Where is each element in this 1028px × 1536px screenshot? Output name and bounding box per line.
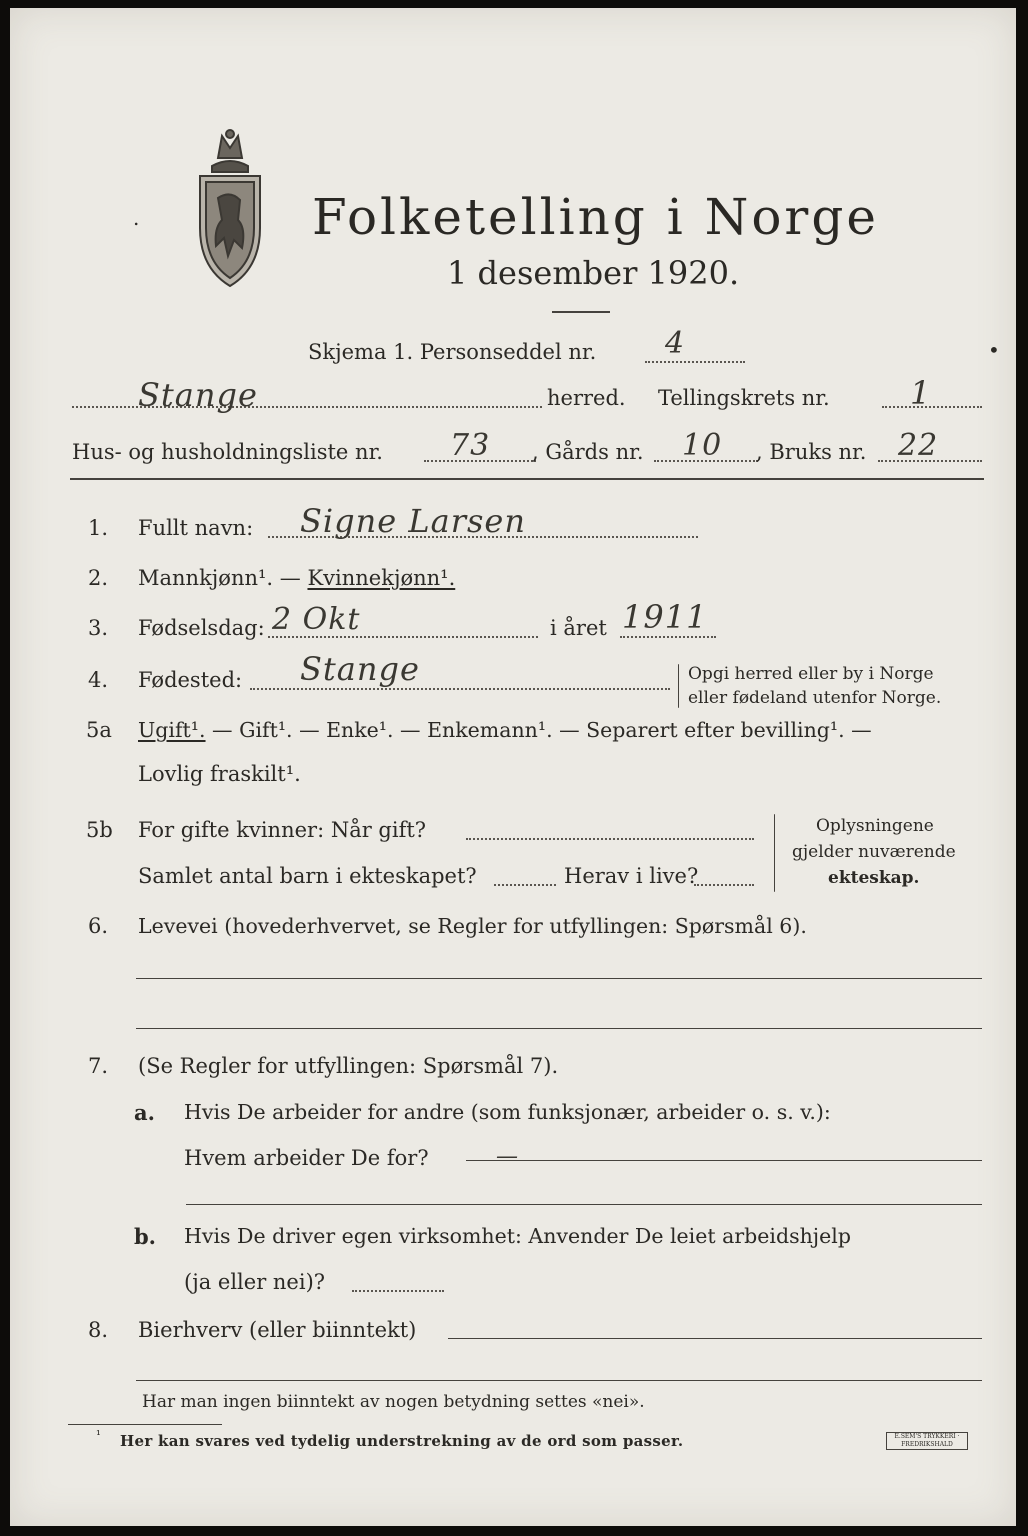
marriage-note-1: Oplysningene bbox=[816, 816, 934, 836]
q1-number: 1. bbox=[88, 516, 109, 540]
q7b-letter: b. bbox=[134, 1224, 156, 1249]
birthday-value: 2 Okt bbox=[272, 602, 361, 637]
census-date: 1 desember 1920. bbox=[447, 254, 740, 292]
herred-label: herred. bbox=[547, 386, 626, 410]
marriage-note-3: ekteskap. bbox=[828, 868, 920, 888]
children-label: Samlet antal barn i ekteskapet? bbox=[138, 864, 477, 888]
q3-number: 3. bbox=[88, 616, 109, 640]
census-form bbox=[10, 8, 1016, 1526]
gards-value: 10 bbox=[682, 428, 723, 463]
occupation-line-2[interactable] bbox=[136, 1028, 982, 1029]
coat-of-arms-icon bbox=[190, 128, 270, 290]
year-value: 1911 bbox=[622, 598, 708, 636]
year-label: i året bbox=[550, 616, 607, 640]
bruks-label: , Bruks nr. bbox=[756, 440, 867, 464]
personseddel-field[interactable] bbox=[645, 361, 745, 363]
employer-field[interactable] bbox=[466, 1160, 982, 1161]
year-field[interactable] bbox=[620, 636, 716, 638]
printer-stamp: E.SEM'S TRYKKERI · FREDRIKSHALD bbox=[886, 1432, 968, 1450]
gards-label: , Gårds nr. bbox=[532, 440, 644, 464]
birthplace-value: Stange bbox=[300, 650, 420, 688]
children-alive-label: Herav i live? bbox=[564, 864, 699, 888]
dot-mark: . bbox=[133, 206, 140, 230]
q7-number: 7. bbox=[88, 1054, 109, 1078]
divorced-option[interactable]: Lovlig fraskilt¹. bbox=[138, 762, 301, 786]
q1-label: Fullt navn: bbox=[138, 516, 254, 540]
birthplace-note-2: eller fødeland utenfor Norge. bbox=[688, 688, 942, 708]
bruks-value: 22 bbox=[898, 428, 939, 463]
occupation-line-1[interactable] bbox=[136, 978, 982, 979]
marriage-note-brace bbox=[774, 814, 775, 892]
q2-number: 2. bbox=[88, 566, 109, 590]
hired-help-field[interactable] bbox=[352, 1290, 444, 1292]
marriage-date-label: For gifte kvinner: Når gift? bbox=[138, 818, 427, 842]
q7b-text: Hvis De driver egen virksomhet: Anvender De leiet arbeidshjelp bbox=[184, 1224, 851, 1248]
side-income-field[interactable] bbox=[448, 1338, 982, 1339]
hus-label: Hus- og husholdningsliste nr. bbox=[72, 440, 383, 464]
tellingskrets-field[interactable] bbox=[882, 406, 982, 408]
unmarried-option-underlined[interactable]: Ugift¹. bbox=[138, 718, 206, 742]
q8-number: 8. bbox=[88, 1318, 109, 1342]
female-option-underlined[interactable]: Kvinnekjønn¹. bbox=[307, 566, 456, 590]
schema-label: Skjema 1. Personseddel nr. bbox=[308, 340, 597, 364]
form-title: Folketelling i Norge bbox=[312, 188, 879, 246]
q4-label: Fødested: bbox=[138, 668, 243, 692]
q5b-number: 5b bbox=[86, 818, 113, 842]
children-field[interactable] bbox=[494, 884, 556, 886]
employer-line-2[interactable] bbox=[186, 1204, 982, 1205]
dot-mark-right: • bbox=[988, 338, 1000, 362]
side-income-note: Har man ingen biinntekt av nogen betydning settes «nei». bbox=[142, 1392, 645, 1412]
tellingskrets-label: Tellingskrets nr. bbox=[658, 386, 830, 410]
q5a-number: 5a bbox=[86, 718, 112, 742]
q7a-text: Hvis De arbeider for andre (som funksjonær, arbeider o. s. v.): bbox=[184, 1100, 831, 1124]
q6-number: 6. bbox=[88, 914, 109, 938]
children-alive-field[interactable] bbox=[694, 884, 754, 886]
q3-label: Fødselsdag: bbox=[138, 616, 265, 640]
footnote-text: Her kan svares ved tydelig understrekning av de ord som passer. bbox=[120, 1432, 684, 1450]
q7-label: (Se Regler for utfyllingen: Spørsmål 7). bbox=[138, 1054, 559, 1078]
male-option[interactable]: Mannkjønn¹. bbox=[138, 566, 274, 590]
q8-label: Bierhverv (eller biinntekt) bbox=[138, 1318, 417, 1342]
full-name-value: Signe Larsen bbox=[300, 502, 526, 540]
marriage-date-field[interactable] bbox=[466, 838, 754, 840]
side-income-line-2[interactable] bbox=[136, 1380, 982, 1381]
employer-label: Hvem arbeider De for? bbox=[184, 1146, 429, 1170]
q7a-letter: a. bbox=[134, 1100, 155, 1125]
q4-number: 4. bbox=[88, 668, 109, 692]
q6-label: Levevei (hovederhvervet, se Regler for utfyllingen: Spørsmål 6). bbox=[138, 914, 807, 938]
q2-options: Mannkjønn¹. — Kvinnekjønn¹. bbox=[138, 566, 456, 590]
hus-value: 73 bbox=[450, 428, 491, 463]
tellingskrets-value: 1 bbox=[910, 374, 932, 412]
title-rule bbox=[552, 311, 610, 313]
birthplace-field[interactable] bbox=[250, 688, 670, 690]
header-divider bbox=[70, 478, 984, 480]
marriage-note-2: gjelder nuværende bbox=[792, 842, 956, 862]
personseddel-value: 4 bbox=[665, 326, 686, 361]
footnote-mark: ¹ bbox=[96, 1428, 101, 1442]
birthplace-note-1: Opgi herred eller by i Norge bbox=[688, 664, 934, 684]
herred-value: Stange bbox=[138, 376, 258, 414]
employer-value: — bbox=[496, 1144, 519, 1169]
marital-status-options: Ugift¹. — Gift¹. — Enke¹. — Enkemann¹. — Separert efter bevilling¹. — bbox=[138, 718, 872, 742]
footnote-rule bbox=[68, 1424, 222, 1425]
hired-help-label: (ja eller nei)? bbox=[184, 1270, 326, 1294]
birthplace-note-brace bbox=[678, 664, 679, 708]
